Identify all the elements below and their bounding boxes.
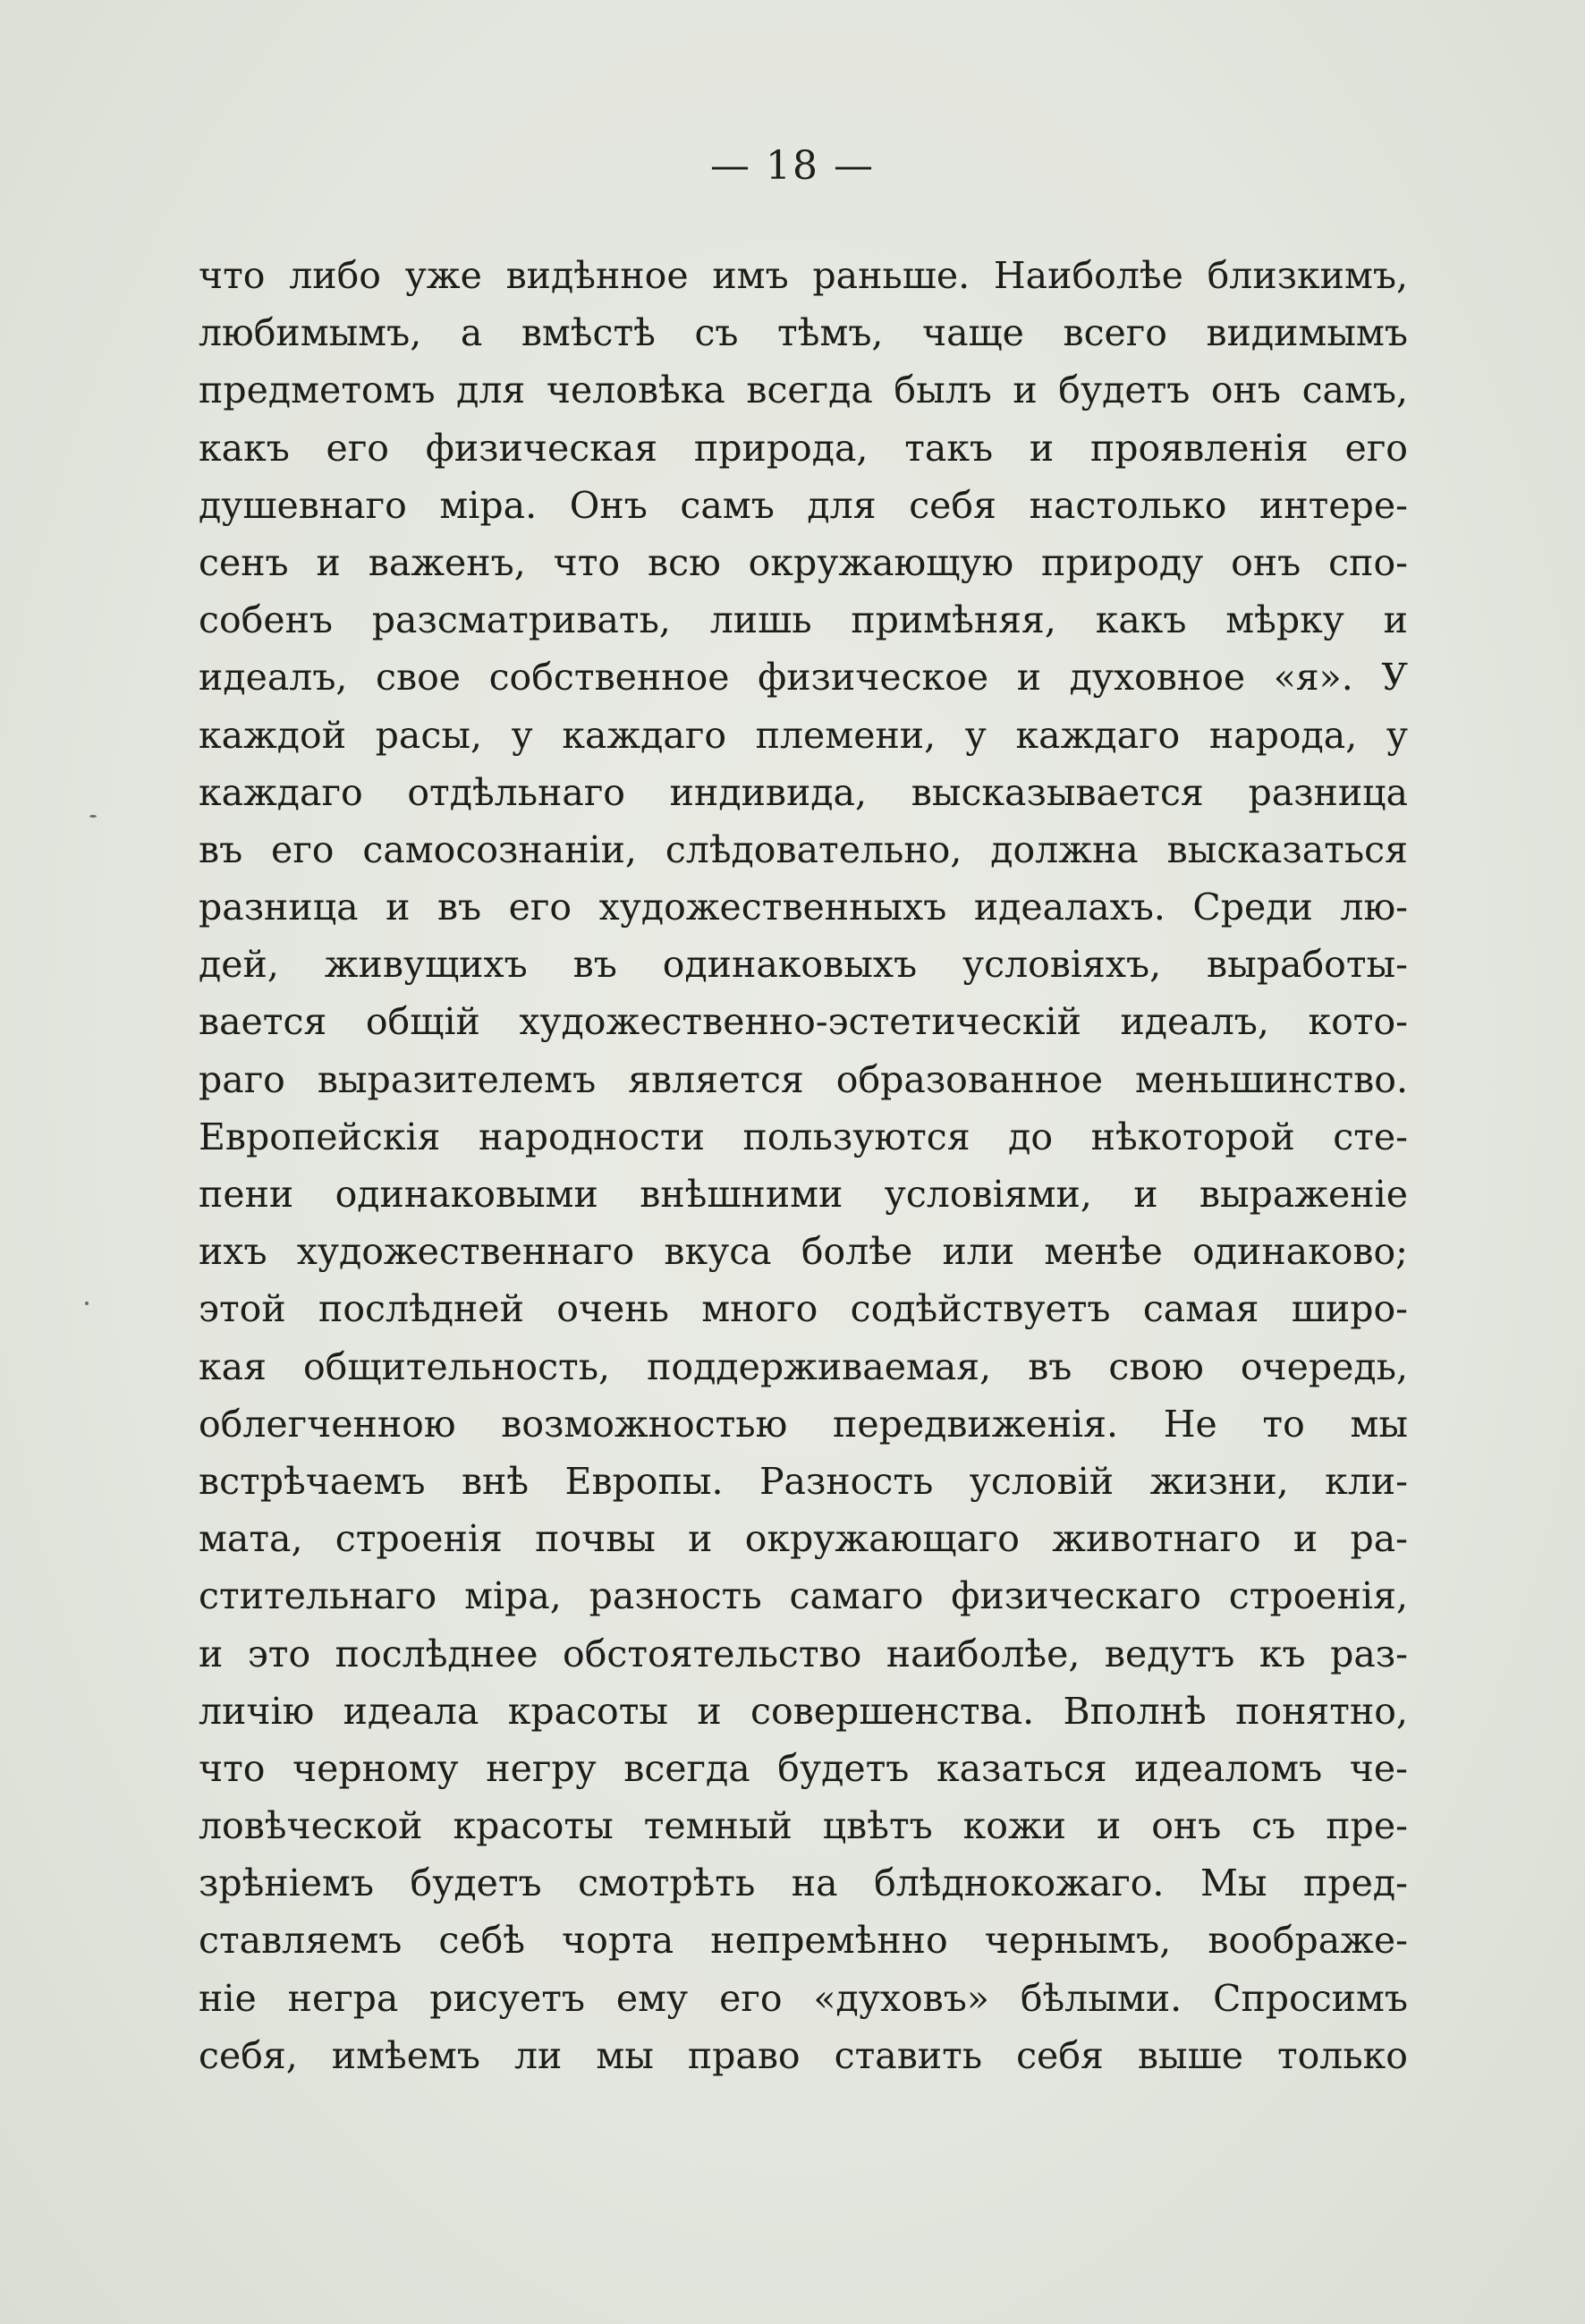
text-line-5: душевнаго міра. Онъ самъ для себя настолько интере-: [199, 483, 1408, 527]
text-line-14: вается общій художественно-эстетическій идеалъ, кото-: [199, 1000, 1408, 1044]
text-line-30: ставляемъ себѣ чорта непремѣнно чернымъ, воображе-: [199, 1919, 1408, 1963]
text-line-2: любимымъ, а вмѣстѣ съ тѣмъ, чаще всего видимымъ: [199, 311, 1408, 355]
page-number: — 18 —: [710, 143, 875, 189]
text-line-7: собенъ разсматривать, лишь примѣняя, какъ мѣрку и: [199, 598, 1408, 642]
text-line-25: и это послѣднее обстоятельство наиболѣе, ведутъ къ раз-: [199, 1632, 1408, 1675]
text-line-23: мата, строенія почвы и окружающаго животнаго и ра-: [199, 1517, 1408, 1561]
text-line-17: пени одинаковыми внѣшними условіями, и выраженіе: [199, 1173, 1408, 1216]
text-line-28: ловѣческой красоты темный цвѣтъ кожи и онъ съ пре-: [199, 1804, 1408, 1848]
text-line-8: идеалъ, свое собственное физическое и духовное «я». У: [199, 656, 1408, 700]
text-line-24: стительнаго міра, разность самаго физическаго строенія,: [199, 1574, 1408, 1618]
paper-speck: [85, 1302, 89, 1305]
text-line-16: Европейскія народности пользуются до нѣкоторой сте-: [199, 1115, 1408, 1158]
text-line-1: что либо уже видѣнное имъ раньше. Наиболѣе близкимъ,: [199, 254, 1408, 297]
text-line-6: сенъ и важенъ, что всю окружающую природу онъ спо-: [199, 540, 1408, 584]
text-line-19: этой послѣдней очень много содѣйствуетъ самая широ-: [199, 1287, 1408, 1331]
text-line-32: себя, имѣемъ ли мы право ставить себя выше только: [199, 2033, 1408, 2077]
text-line-27: что черному негру всегда будетъ казаться идеаломъ че-: [199, 1746, 1408, 1790]
text-line-26: личію идеала красоты и совершенства. Вполнѣ понятно,: [199, 1689, 1408, 1733]
text-line-3: предметомъ для человѣка всегда былъ и будетъ онъ самъ,: [199, 369, 1408, 412]
text-line-13: дей, живущихъ въ одинаковыхъ условіяхъ, выработы-: [199, 943, 1408, 987]
text-line-22: встрѣчаемъ внѣ Европы. Разность условій жизни, кли-: [199, 1459, 1408, 1503]
paper-speck: [89, 815, 97, 818]
text-line-20: кая общительность, поддерживаемая, въ свою очередь,: [199, 1344, 1408, 1388]
text-line-10: каждаго отдѣльнаго индивида, высказывается разница: [199, 770, 1408, 814]
text-line-21: облегченною возможностью передвиженія. Не то мы: [199, 1402, 1408, 1446]
text-line-12: разница и въ его художественныхъ идеалахъ. Среди лю-: [199, 886, 1408, 929]
text-line-9: каждой расы, у каждаго племени, у каждаго народа, у: [199, 713, 1408, 757]
text-line-29: зрѣніемъ будетъ смотрѣть на блѣднокожаго. Мы пред-: [199, 1862, 1408, 1905]
text-line-15: раго выразителемъ является образованное меньшинство.: [199, 1057, 1408, 1101]
text-line-31: ніе негра рисуетъ ему его «духовъ» бѣлыми. Спросимъ: [199, 1976, 1408, 2020]
text-line-18: ихъ художественнаго вкуса болѣе или менѣе одинаково;: [199, 1230, 1408, 1274]
body-text: [199, 247, 1408, 2084]
text-line-4: какъ его физическая природа, такъ и проявленія его: [199, 426, 1408, 470]
text-line-11: въ его самосознаніи, слѣдовательно, должна высказаться: [199, 827, 1408, 871]
